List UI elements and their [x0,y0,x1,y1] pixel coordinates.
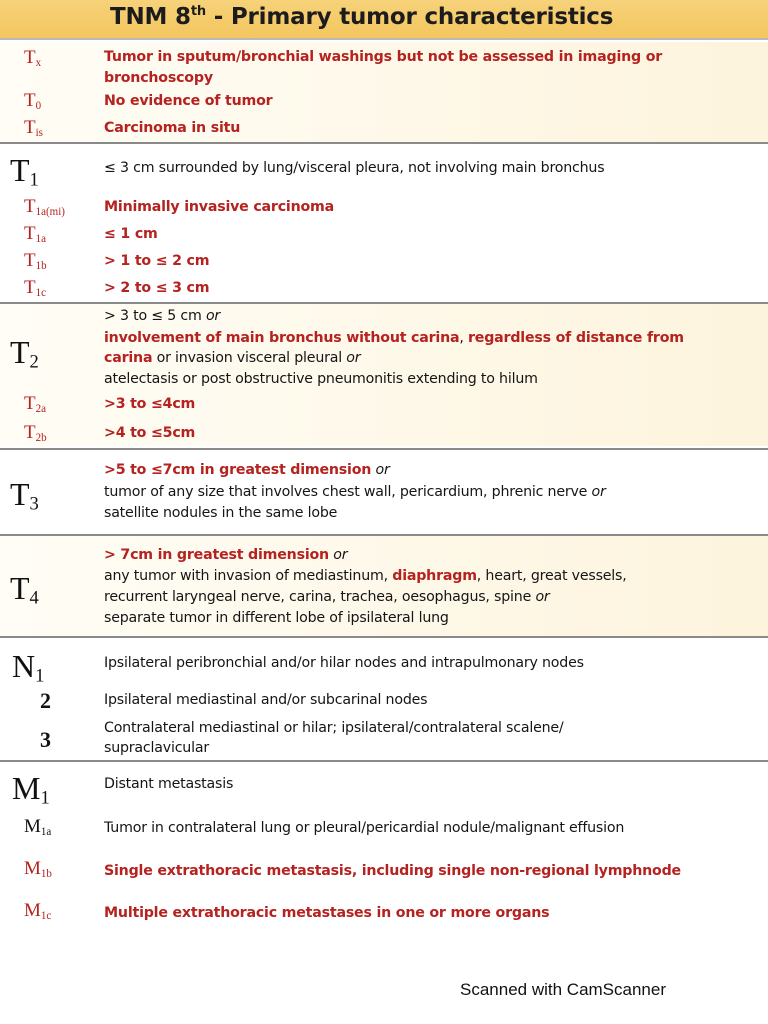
code-t1b: $T_{1b}$ [24,250,47,272]
desc-m1b: Single extrathoracic metastasis, including single non-regional lymphnode [104,863,681,879]
desc-m1a: Tumor in contralateral lung or pleural/pericardial nodule/malignant effusion [104,820,625,836]
code-m1: $M_1$ [12,770,50,809]
code-t4: $T_4$ [10,570,39,609]
code-t2b: $T_{2b}$ [24,422,47,444]
code-t0: $T_0$ [24,90,42,112]
code-m1a: $M_{1a}$ [24,816,52,838]
code-n2: 2 [40,688,51,713]
page-title: TNM 8th - Primary tumor characteristics [110,4,614,30]
code-t1c: $T_{1c}$ [24,277,47,299]
desc-tis: Carcinoma in situ [104,120,241,136]
code-t3: $T_3$ [10,476,39,515]
code-t1a: $T_{1a}$ [24,223,47,245]
desc-t3-line3: satellite nodules in the same lobe [104,505,338,521]
desc-t1: ≤ 3 cm surrounded by lung/visceral pleura, not involving main bronchus [104,160,605,176]
desc-t1c: > 2 to ≤ 3 cm [104,280,210,296]
code-tx: $T_x$ [24,47,42,69]
desc-n1: Ipsilateral peribronchial and/or hilar nodes and intrapulmonary nodes [104,655,584,671]
desc-t1a-mi: Minimally invasive carcinoma [104,199,334,215]
desc-m1c: Multiple extrathoracic metastases in one or more organs [104,905,550,921]
code-tis: $T_{is}$ [24,117,43,139]
code-n3: 3 [40,727,51,752]
desc-t2b: >4 to ≤5cm [104,425,196,441]
desc-tx-line2: bronchoscopy [104,70,213,86]
code-n1: $N_1$ [12,648,45,687]
code-m1c: $M_{1c}$ [24,900,52,922]
code-m1b: $M_{1b}$ [24,858,52,880]
desc-t4-line4: separate tumor in different lobe of ipsilateral lung [104,610,449,626]
desc-t0: No evidence of tumor [104,93,273,109]
code-t2a: $T_{2a}$ [24,393,47,415]
desc-t2a: >3 to ≤4cm [104,396,196,412]
title-bar [0,0,768,40]
desc-t2-line3: carina or invasion visceral pleural or [104,350,361,366]
code-t2: $T_2$ [10,334,39,373]
desc-tx-line1: Tumor in sputum/bronchial washings but not be assessed in imaging or [104,49,663,65]
desc-t2-line2: involvement of main bronchus without carina, regardless of distance from [104,330,684,346]
code-t1: $T_1$ [10,152,39,191]
desc-n2: Ipsilateral mediastinal and/or subcarinal nodes [104,692,428,708]
desc-t2-line1: > 3 to ≤ 5 cm or [104,308,221,324]
desc-t4-line2: any tumor with invasion of mediastinum, diaphragm, heart, great vessels, [104,568,627,584]
code-t1a-mi: $T_{1a(mi)}$ [24,196,65,218]
desc-t3-line1: >5 to ≤7cm in greatest dimension or [104,462,390,478]
desc-t1a: ≤ 1 cm [104,226,158,242]
desc-t2-line4: atelectasis or post obstructive pneumonitis extending to hilum [104,371,538,387]
desc-m1: Distant metastasis [104,776,234,792]
desc-n3-line2: supraclavicular [104,740,209,756]
scanner-watermark: Scanned with CamScanner [460,980,667,999]
desc-t1b: > 1 to ≤ 2 cm [104,253,210,269]
desc-t4-line1: > 7cm in greatest dimension or [104,547,348,563]
desc-n3-line1: Contralateral mediastinal or hilar; ipsilateral/contralateral scalene/ [104,720,564,736]
desc-t3-line2: tumor of any size that involves chest wall, pericardium, phrenic nerve or [104,484,606,500]
desc-t4-line3: recurrent laryngeal nerve, carina, trachea, oesophagus, spine or [104,589,550,605]
